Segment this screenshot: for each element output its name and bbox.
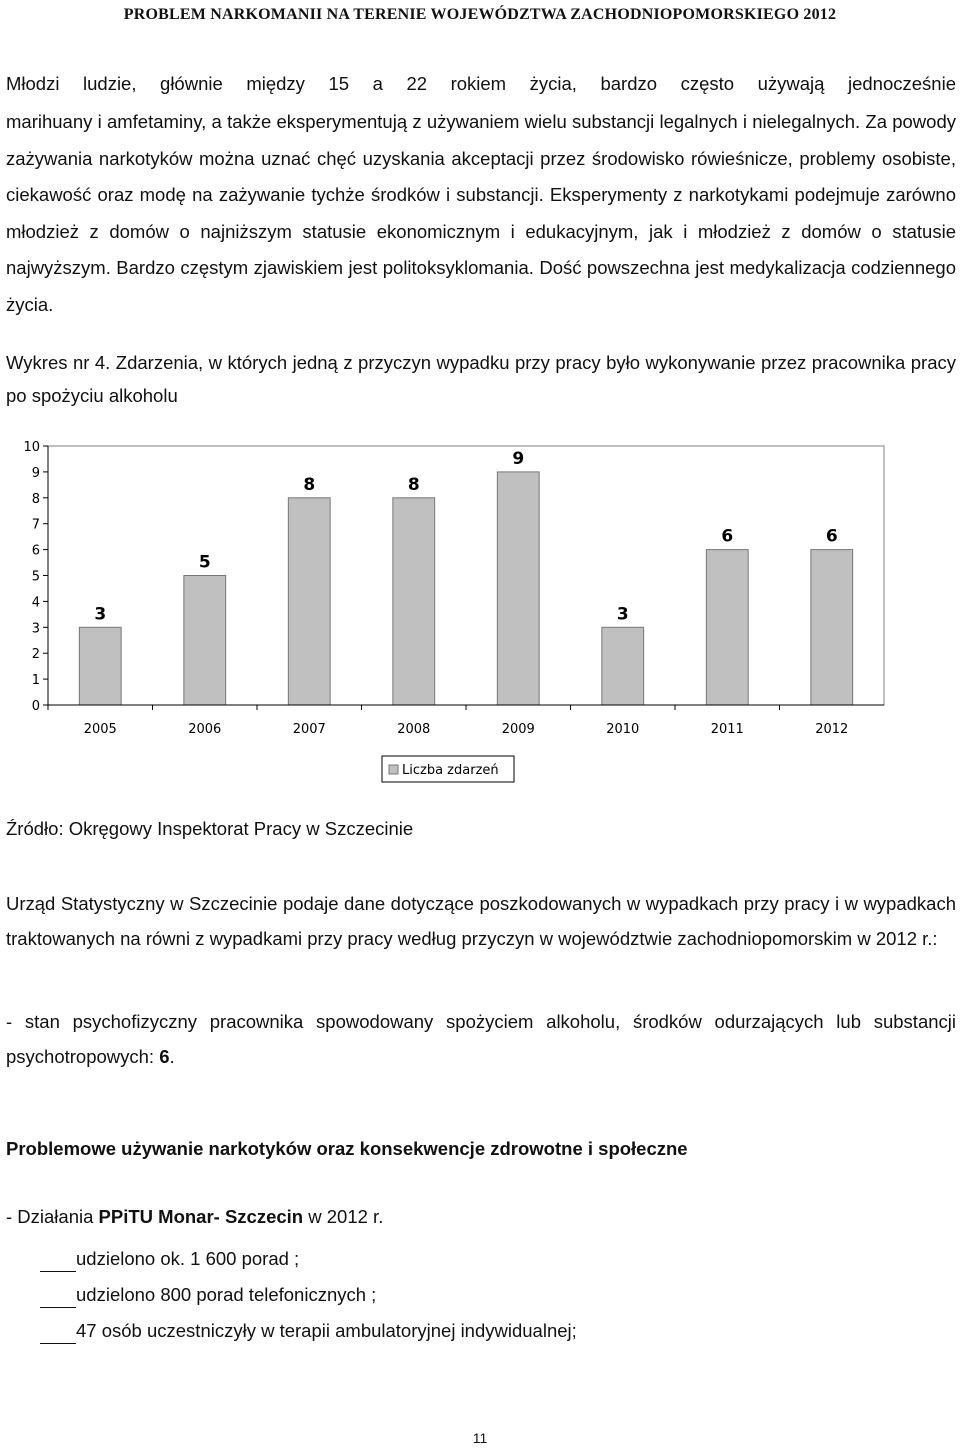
- paragraph-2: Urząd Statystyczny w Szczecinie podaje dane dotyczące poszkodowanych w wypadkach przy pracy i w wypadkach traktowanych na równi z wypadkami przy pracy według przyczyn w województwie zachodniopomorskim w 2012 r.:: [6, 893, 956, 949]
- data-label: 5: [198, 552, 211, 573]
- page-number: 11: [472, 1430, 488, 1446]
- figure-caption: Wykres nr 4. Zdarzenia, w których jedną z przyczyn wypadku przy pracy było wykonywanie przez pracownika pracy po spożyciu alkoholu: [6, 352, 956, 406]
- x-tick-label: 2010: [606, 722, 640, 737]
- plot-area: [48, 446, 884, 705]
- data-label: 3: [616, 604, 629, 625]
- bar: [79, 627, 121, 705]
- y-tick-label: 4: [31, 595, 40, 611]
- bar: [811, 550, 853, 705]
- page-header: PROBLEM NARKOMANII NA TERENIE WOJEWÓDZTWA ZACHODNIOPOMORSKIEGO 2012: [123, 6, 837, 23]
- x-tick-label: 2009: [501, 722, 535, 737]
- dash-icon: [40, 1271, 76, 1272]
- y-tick-label: 3: [31, 621, 40, 637]
- bar: [393, 498, 435, 705]
- x-tick-label: 2011: [710, 722, 744, 737]
- paragraph-1-first-line: Młodzi ludzie, głównie między 15 a 22 rokiem życia, bardzo często używają jednocześnie: [6, 73, 956, 94]
- x-tick-label: 2005: [83, 722, 117, 737]
- x-tick-label: 2008: [397, 722, 431, 737]
- bar-chart: [0, 436, 900, 797]
- y-tick-label: 9: [31, 465, 40, 481]
- y-tick-label: 6: [31, 543, 40, 559]
- data-label: 8: [303, 474, 316, 495]
- y-tick-label: 2: [31, 647, 40, 663]
- actions-prefix: - Działania: [6, 1206, 99, 1227]
- bar: [288, 498, 330, 705]
- paragraph-1-body: marihuany i amfetaminy, a także eksperymentują z używaniem wielu substancji legalnych i nielegalnych. Za powody zażywania narkotyków można uznać chęć uzyskania akceptacji przez środowisko rówieśnicze, problemy osobiste, ciekawość oraz modę na zażywanie tychże środków i substancji. Eksperymenty z narkotykami podejmuje zarówno młodzież z domów o najniższym statusie ekonomicznym i edukacyjnym, jak i młodzież z domów o statusie najwyższym. Bardzo częstym zjawiskiem jest politoksyklomania. Dość powszechna jest medykalizacja codziennego życia.: [6, 111, 956, 315]
- bullet-text: udzielono ok. 1 600 porad ;: [76, 1248, 300, 1269]
- y-tick-label: 5: [31, 569, 40, 585]
- bullet-text: 47 osób uczestniczyły w terapii ambulatoryjnej indywidualnej;: [76, 1320, 577, 1341]
- paragraph-3-suffix: .: [169, 1046, 175, 1067]
- bullet-item: [40, 1248, 300, 1281]
- bar: [602, 627, 644, 705]
- y-tick-label: 8: [31, 491, 40, 507]
- legend-swatch: [389, 765, 398, 774]
- chart-svg: [0, 436, 900, 792]
- legend-label: Liczba zdarzeń: [402, 763, 499, 778]
- bar: [497, 472, 539, 705]
- data-label: 6: [721, 526, 734, 547]
- x-tick-label: 2006: [188, 722, 222, 737]
- bullet-item: [40, 1284, 377, 1317]
- data-label: 8: [407, 474, 420, 495]
- data-label: 6: [825, 526, 838, 547]
- paragraph-3-text: - stan psychofizyczny pracownika spowodowany spożyciem alkoholu, środków odurzających lub substancji psychotropowych:: [6, 1011, 956, 1067]
- y-tick-label: 0: [31, 699, 40, 714]
- dash-icon: [40, 1307, 76, 1308]
- data-label: 9: [512, 448, 525, 469]
- x-tick-label: 2007: [292, 722, 326, 737]
- bullet-item: [40, 1320, 577, 1353]
- actions-line: [6, 1206, 383, 1228]
- paragraph-3: [6, 1004, 956, 1074]
- actions-suffix: w 2012 r.: [303, 1206, 384, 1227]
- bullet-text: udzielono 800 porad telefonicznych ;: [76, 1284, 377, 1305]
- bar: [184, 576, 226, 706]
- data-label: 3: [94, 604, 107, 625]
- y-tick-label: 1: [31, 673, 40, 689]
- y-tick-label: 7: [31, 517, 40, 533]
- dash-icon: [40, 1343, 76, 1344]
- x-tick-label: 2012: [815, 722, 849, 737]
- actions-org: PPiTU Monar- Szczecin: [98, 1206, 304, 1227]
- source-line: Źródło: Okręgowy Inspektorat Pracy w Szczecinie: [6, 818, 414, 839]
- paragraph-3-value: 6: [159, 1046, 170, 1067]
- section-title: Problemowe używanie narkotyków oraz konsekwencje zdrowotne i społeczne: [6, 1138, 688, 1159]
- y-tick-label: 10: [23, 440, 40, 455]
- bar: [706, 550, 748, 705]
